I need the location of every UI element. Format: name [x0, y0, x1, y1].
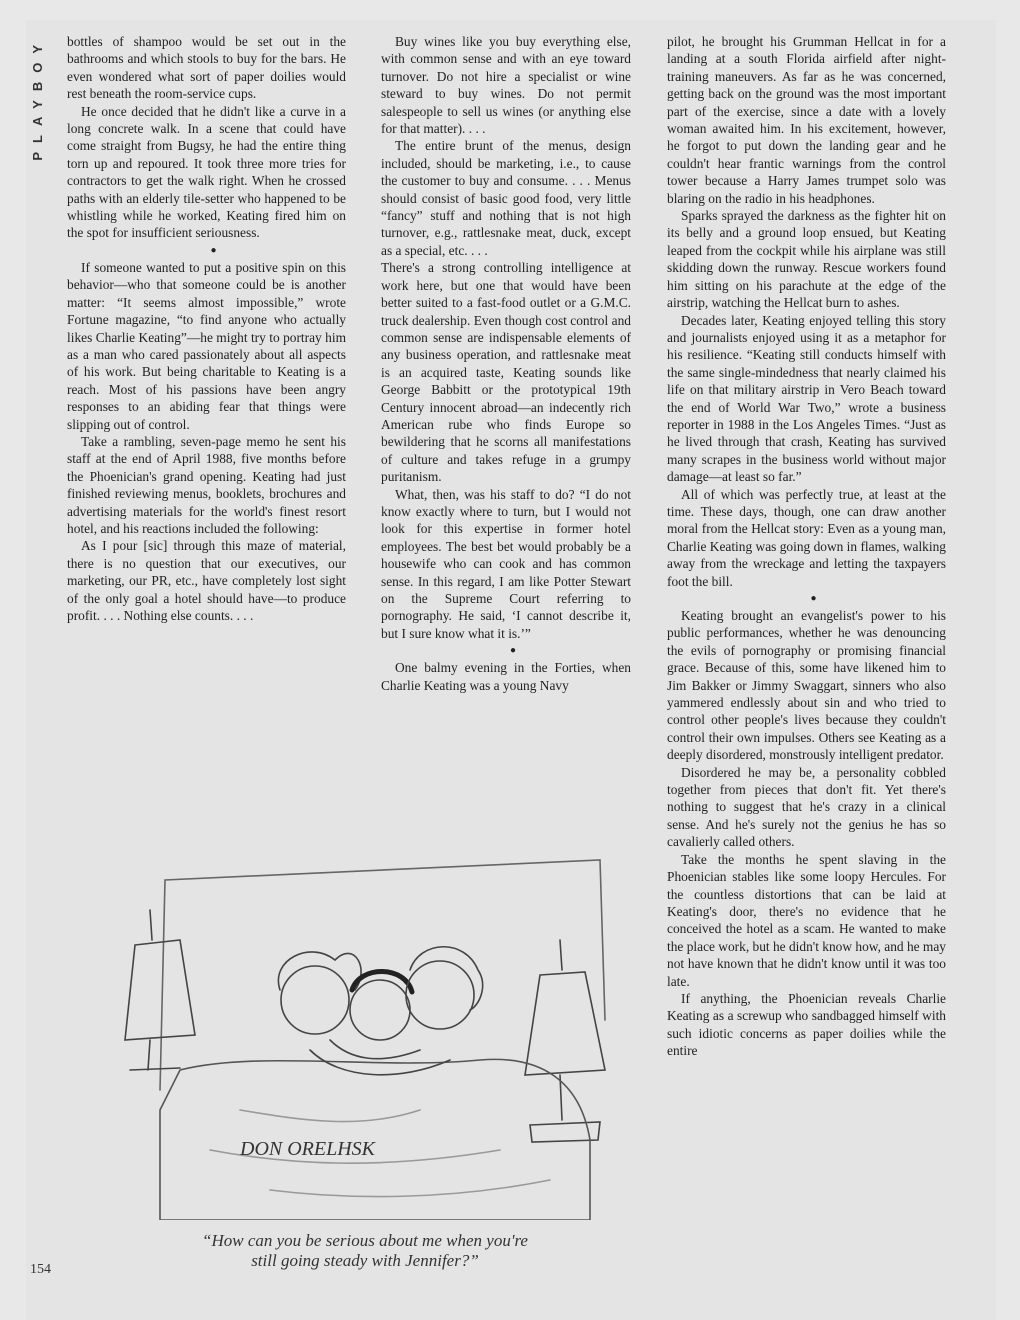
magazine-name: PLAYBOY	[30, 36, 45, 161]
article-paragraph: bottles of shampoo would be set out in the bathrooms and which stools to buy for the bars. He even wondered what sort of paper doilies would rest beneath the room-service cups.	[67, 34, 346, 102]
article-column-3	[667, 33, 946, 1060]
article-paragraph: One balmy evening in the Forties, when Charlie Keating was a young Navy	[381, 660, 631, 693]
cartoonist-signature: DON ORELHSK	[240, 1138, 376, 1160]
cartoon-illustration	[120, 820, 640, 1220]
section-break-bullet: ●	[810, 593, 817, 604]
page-number: 154	[30, 1262, 51, 1277]
article-column-1	[67, 33, 346, 624]
article-paragraph: Disordered he may be, a personality cobbled together from pieces that don't fit. Yet there's nothing to suggest that he's crazy in a clinical sense. And he's surely not the genius he has so cavalierly called others.	[667, 764, 946, 850]
article-paragraph: Decades later, Keating enjoyed telling this story and journalists enjoyed using it as a metaphor for his resilience. “Keating still conducts himself with the same single-mindedness that nearly claimed his life on that military airstrip in Vero Beach toward the end of World War Two,” wrote a business reporter in 1988 in the Los Angeles Times. “Just as he lived through that crash, Keating has survived many scrapes in the business world without major damage—at least so far.”	[667, 312, 946, 485]
memo-quote: The entire brunt of the menus, design included, should be marketing, i.e., to cause the customer to buy and consume. . . . Menus should consist of basic good food, very little “fancy” stuff and nothing that is not high turnover, e.g., rattlesnake meat, duck, except as a special, etc. . . .	[381, 138, 631, 258]
article-paragraph: Take a rambling, seven-page memo he sent his staff at the end of April 1988, five months before the Phoenician's grand opening. Keating had just finished reviewing menus, booklets, brochures and advertising materials for the world's finest resort hotel, and his reactions included the following:	[67, 433, 346, 536]
article-paragraph: Sparks sprayed the darkness as the fighter hit on its belly and a ground loop ensued, but Keating leaped from the cockpit while his airplane was still skidding down the runway. Rescue workers found him sitting on his parachute at the edge of the airstrip, watching the Hellcat burn to ashes.	[667, 208, 946, 311]
memo-quote: Buy wines like you buy everything else, with common sense and with an eye toward turnover. Do not hire a specialist or wine steward to buy wines. Do not permit salespeople to sell us wines (or anything else for that matter). . . .	[381, 34, 631, 137]
caption-line-1: “How can you be serious about me when you're	[202, 1231, 528, 1250]
article-paragraph: Keating brought an evangelist's power to his public performances, whether he was denouncing the evils of pornography or promising financial grace. Because of this, some have likened him to Jim Bakker or Jimmy Swaggart, sinners who also yammered endlessly about sin and who tried to control other people's lives because they couldn't control their own impulses. Others see Keating as a deeply disordered, monstrously intelligent predator.	[667, 608, 946, 763]
article-column-2	[381, 33, 631, 694]
article-paragraph: If someone wanted to put a positive spin on this behavior—who that someone could be is another matter: “It seems almost impossible,” wrote Fortune magazine, “to find anyone who actually likes Charlie Keating”—he might try to portray him as a man who cared passionately about all aspects of his work. But being charitable to Keating is a reach. Most of his passions have been angry responses to an abiding fear that things were slipping out of control.	[67, 259, 346, 432]
article-paragraph: There's a strong controlling intelligence at work here, but one that would have been better suited to a fast-food outlet or a G.M.C. truck dealership. Even though cost control and common sense are indispensable elements of any business operation, and rattlesnake meat is an acquired taste, Keating sounds like George Babbitt or the prototypical 19th Century innocent abroad—an indecently rich American rube who finds Europe so bewildering that he scorns all manifestations of culture and takes refuge in a grumpy puritanism.	[381, 260, 631, 485]
article-paragraph: If anything, the Phoenician reveals Charlie Keating as a screwup who sandbagged himself with such idiotic concerns as paper doilies while the entire	[667, 990, 946, 1059]
left-lamp	[125, 940, 195, 1040]
section-break-bullet: ●	[509, 645, 517, 657]
article-paragraph: pilot, he brought his Grumman Hellcat in for a landing at a south Florida airfield after night-training maneuvers. As far as he was concerned, getting back on the ground was the most important part of the exercise, since a date with a lovely woman awaited him. In his excitement, however, he forgot to put down the landing gear and he couldn't hear frantic warnings from the control tower because a Harry James trumpet solo was blaring on the radio in his headphones.	[667, 34, 946, 206]
article-paragraph: All of which was perfectly true, at least at the time. These days, though, one can draw another moral from the Hellcat story: Even as a young man, Charlie Keating was going down in flames, walking away from the wreckage and letting the taxpayers foot the bill.	[667, 486, 946, 589]
section-break-bullet: ●	[210, 244, 217, 256]
article-paragraph: He once decided that he didn't like a curve in a long concrete walk. In a scene that could have come straight from Bugsy, he had the entire thing torn up and repoured. It took three more tries for contractors to get the walk right. When he crossed paths with an elderly tile-setter who happened to be whistling while he worked, Keating fired him on the spot for insufficient seriousness.	[67, 103, 346, 241]
caption-line-2: still going steady with Jennifer?”	[251, 1251, 479, 1270]
article-paragraph: What, then, was his staff to do? “I do not know exactly where to turn, but I would not look for this expertise in former hotel employees. The best bet would probably be a housewife who can cook and has common sense. In this regard, I am like Potter Stewart on the Supreme Court referring to pornography. He said, ‘I cannot describe it, but I sure know what it is.’”	[381, 486, 631, 641]
cartoon-caption	[150, 1231, 580, 1271]
memo-quote: As I pour [sic] through this maze of material, there is no question that our executives, our marketing, our PR, etc., have completely lost sight of the only goal a hotel should have—to produce profit. . . . Nothing else counts. . . .	[67, 538, 346, 623]
article-paragraph: Take the months he spent slaving in the Phoenician stables like some loopy Hercules. For the countless distortions that can be laid at Keating's door, there's no evidence that he conceived the hotel as a scam. He wanted to make the place work, but he didn't know how, and he may not have known that he didn't know until it was too late.	[667, 851, 946, 989]
